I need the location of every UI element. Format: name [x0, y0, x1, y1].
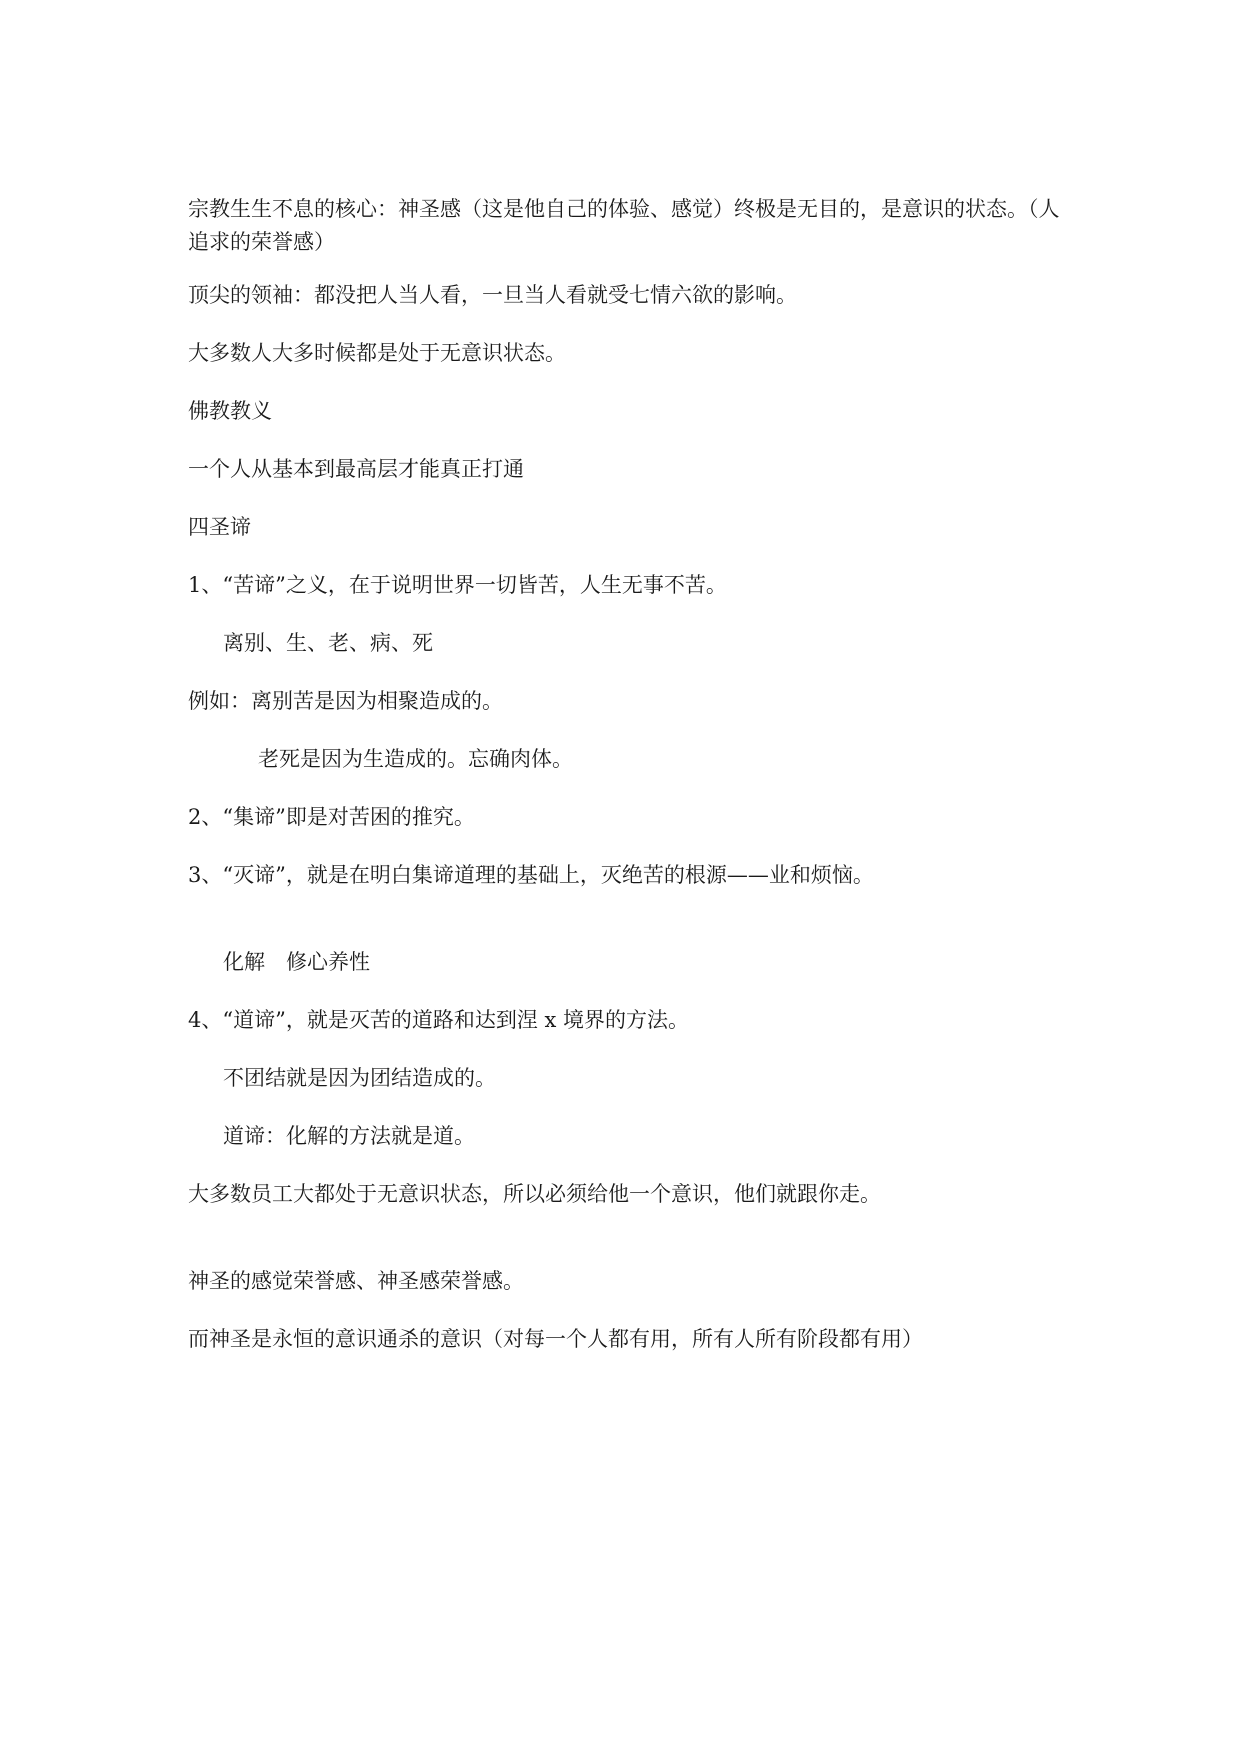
list-item-truth-of-cessation: 3、“灭谛”，就是在明白集谛道理的基础上，灭绝苦的根源——业和烦恼。 — [188, 863, 874, 887]
list-item-truth-of-path: 4、“道谛”，就是灭苦的道路和达到涅 x 境界的方法。 — [188, 1008, 690, 1032]
example-parting: 例如：离别苦是因为相聚造成的。 — [188, 689, 503, 713]
list-item-truth-of-suffering: 1、“苦谛”之义，在于说明世界一切皆苦，人生无事不苦。 — [188, 573, 727, 597]
list-item-truth-of-origin: 2、“集谛”即是对苦困的推究。 — [188, 805, 475, 829]
paragraph-top-leaders: 顶尖的领袖：都没把人当人看，一旦当人看就受七情六欲的影响。 — [188, 283, 797, 307]
example-old-age-death: 老死是因为生造成的。忘确肉体。 — [258, 747, 573, 771]
sub-item-path-method: 道谛：化解的方法就是道。 — [223, 1124, 475, 1148]
paragraph-sacred-eternal: 而神圣是永恒的意识通杀的意识（对每一个人都有用，所有人所有阶段都有用） — [188, 1327, 923, 1351]
sub-item-resolve: 化解 修心养性 — [223, 950, 370, 974]
paragraph-employees: 大多数员工大都处于无意识状态，所以必须给他一个意识，他们就跟你走。 — [188, 1182, 881, 1206]
paragraph-unconscious-state: 大多数人大多时候都是处于无意识状态。 — [188, 341, 566, 365]
heading-four-noble-truths: 四圣谛 — [188, 515, 251, 539]
heading-buddhist-doctrine: 佛教教义 — [188, 399, 272, 423]
sub-item-disunity: 不团结就是因为团结造成的。 — [223, 1066, 496, 1090]
paragraph-from-basic-to-top: 一个人从基本到最高层才能真正打通 — [188, 457, 524, 481]
paragraph-sacred-feeling: 神圣的感觉荣誉感、神圣感荣誉感。 — [188, 1269, 524, 1293]
paragraph-religion-core: 宗教生生不息的核心：神圣感（这是他自己的体验、感觉）终极是无目的，是意识的状态。（人追求的荣誉感） — [188, 197, 1060, 254]
sub-item-sufferings: 离别、生、老、病、死 — [223, 631, 433, 655]
